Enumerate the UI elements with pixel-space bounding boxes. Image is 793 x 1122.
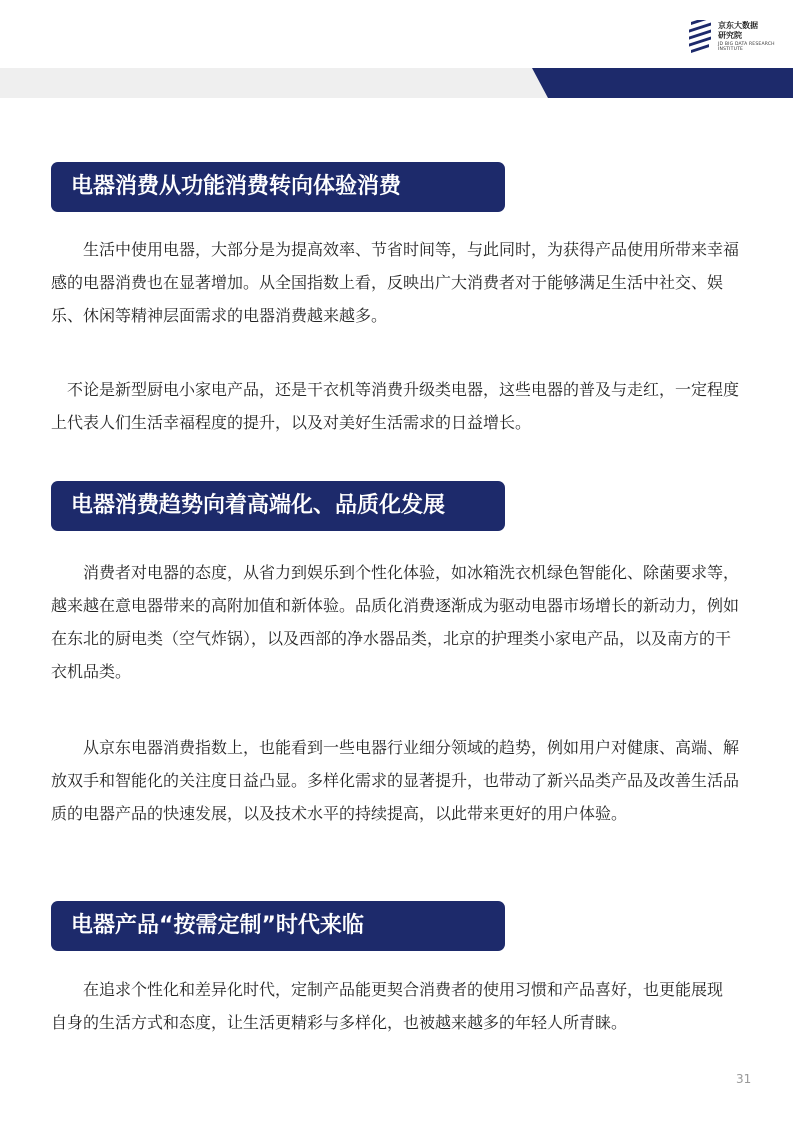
section-1-paragraph-1: 生活中使用电器，大部分是为提高效率、节省时间等，与此同时，为获得产品使用所带来幸福感的电器消费也在显著增加。从全国指数上看，反映出广大消费者对于能够满足生活中社交、娱乐、休闲等精神层面需求的电器消费越来越多。 — [51, 240, 740, 325]
section-2-paragraph-1: 消费者对电器的态度，从省力到娱乐到个性化体验，如冰箱洗衣机绿色智能化、除菌要求等，越来越在意电器带来的高附加值和新体验。品质化消费逐渐成为驱动电器市场增长的新动力，例如在东北的厨电类（空气炸锅），以及西部的净水器品类，北京的护理类小家电产品，以及南方的干衣机品类。 — [51, 563, 740, 681]
section-heading-1 — [51, 162, 505, 212]
section-heading-3-text: 电器产品“按需定制”时代来临 — [71, 913, 364, 938]
section-heading-1-text: 电器消费从功能消费转向体验消费 — [71, 174, 402, 199]
section-1-paragraph-2: 不论是新型厨电小家电产品，还是干衣机等消费升级类电器，这些电器的普及与走红，一定程度上代表人们生活幸福程度的提升，以及对美好生活需求的日益增长。 — [51, 380, 740, 432]
page-number: 31 — [736, 1072, 752, 1086]
header-band-grey — [0, 68, 560, 98]
logo-chinese-text: 京东大数据 研究院 — [718, 21, 758, 40]
logo-english-text: JD BIG DATA RESEARCH INSTITUTE — [718, 42, 775, 52]
header-band-navy — [532, 68, 793, 98]
section-2-paragraph-2: 从京东电器消费指数上，也能看到一些电器行业细分领域的趋势，例如用户对健康、高端、解放双手和智能化的关注度日益凸显。多样化需求的显著提升，也带动了新兴品类产品及改善生活品质的电器产品的快速发展，以及技术水平的持续提高，以此带来更好的用户体验。 — [51, 738, 740, 823]
logo-mark-icon — [688, 20, 714, 54]
section-heading-3 — [51, 901, 505, 951]
section-heading-2-text: 电器消费趋势向着高端化、品质化发展 — [71, 493, 446, 518]
jd-big-data-logo — [688, 20, 788, 54]
section-heading-2 — [51, 481, 505, 531]
section-3-paragraph-1: 在追求个性化和差异化时代，定制产品能更契合消费者的使用习惯和产品喜好，也更能展现自身的生活方式和态度，让生活更精彩与多样化，也被越来越多的年轻人所青睐。 — [51, 980, 724, 1032]
